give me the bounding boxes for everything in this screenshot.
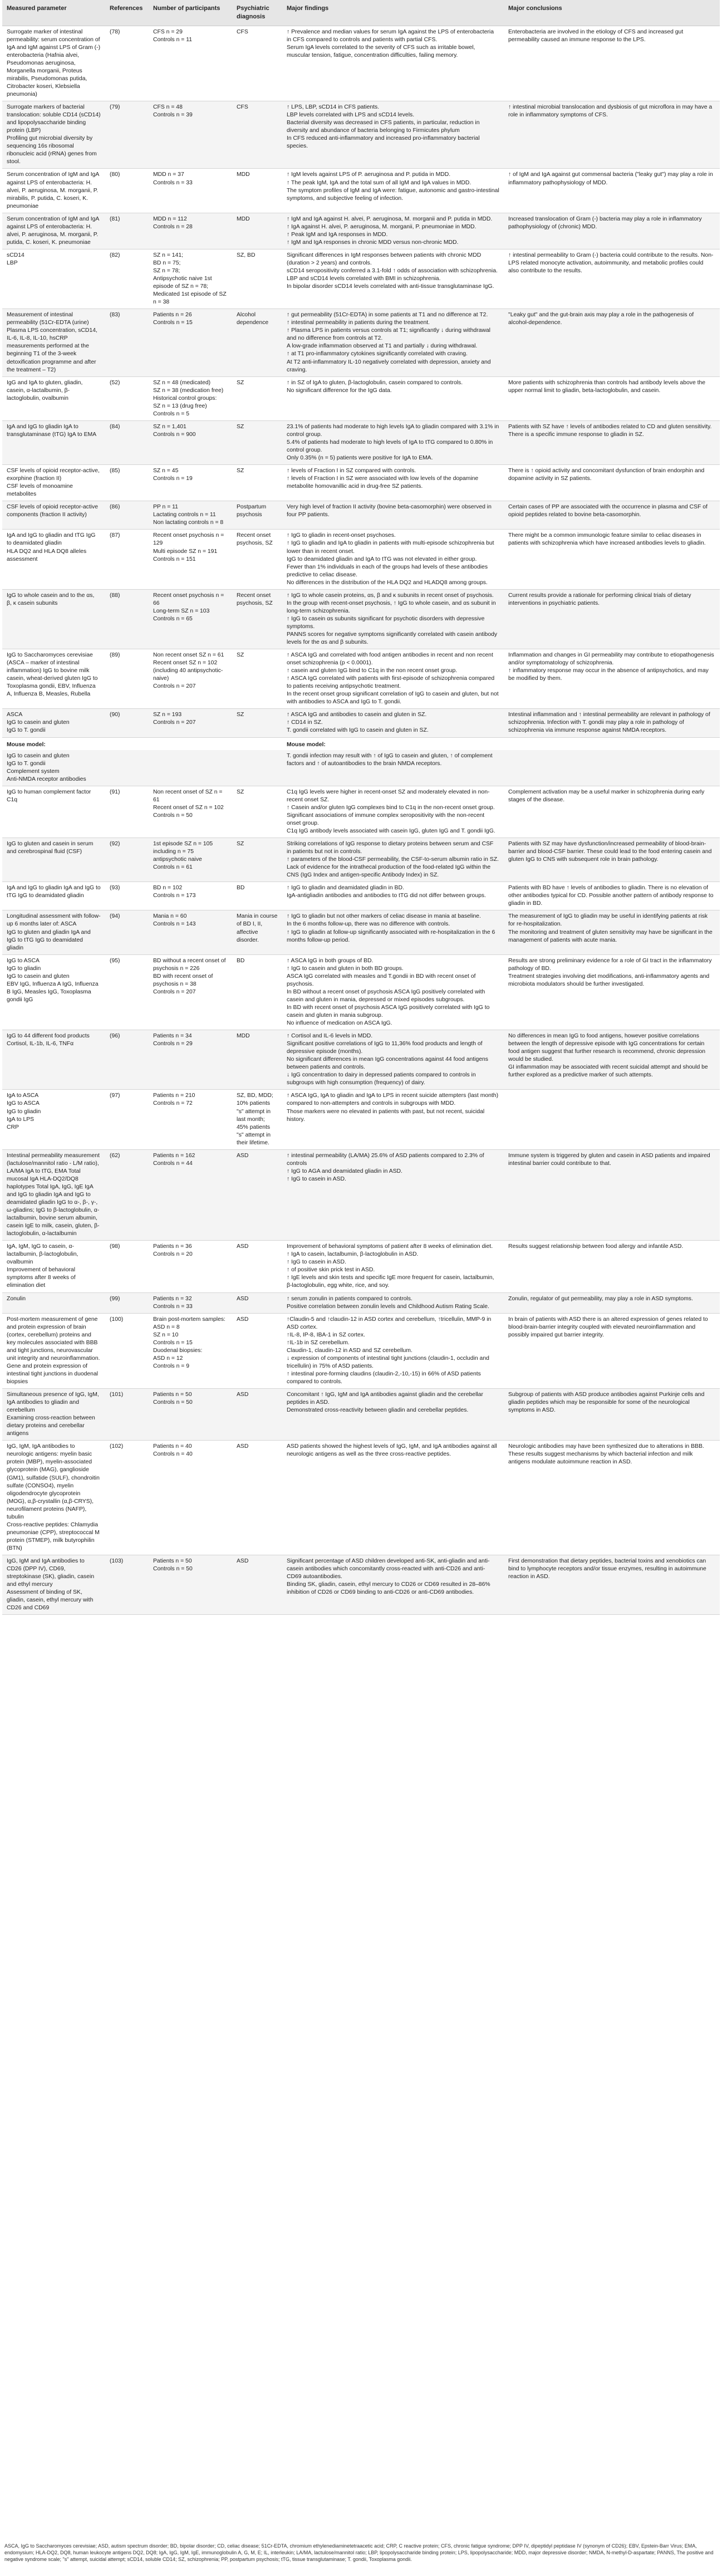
conclusions-cell: Neurologic antibodies may have been synthesized due to alterations in BBB. These results suggest mechanisms by which bacterial infection and milk antigens modulate autoimmune reaction in ASD. [504, 1441, 720, 1555]
reference-cell [105, 750, 149, 786]
participants-cell: Patients n = 32 Controls n = 33 [149, 1292, 232, 1313]
diagnosis-cell: Recent onset psychosis, SZ [232, 530, 282, 589]
measured-parameter-cell: IgG to whole casein and to the αs, β, κ casein subunits [2, 589, 105, 649]
participants-cell: Patients n = 36 Controls n = 20 [149, 1241, 232, 1292]
diagnosis-cell: MDD [232, 169, 282, 213]
header-references: References [105, 0, 149, 26]
participants-cell: 1st episode SZ n = 105 including n = 75 antipsychotic naive Controls n = 61 [149, 838, 232, 882]
reference-cell: (94) [105, 910, 149, 954]
measured-parameter-cell: Intestinal permeability measurement (lactulose/mannitol ratio - L/M ratio), LA/MA IgA to tTG, EMA Total mucosal IgA HLA-DQ2/DQ8 haplotypes Total IgA, IgG, IgE IgA and IgG to gliadin IgA and IgG to deamidated gliadin IgG to α-, β-, γ-, ω-gliadins; IgG to β-lactoglobulin, α-lactalbumin, bovine serum albumin, casein IgE to milk, casein, gluten, β-lactoglobulin, α-lactalbumin [2, 1149, 105, 1241]
participants-cell [149, 750, 232, 786]
participants-cell: SZ n = 141; BD n = 75; SZ n = 78; Antipsychotic naive 1st episode of SZ n = 78; Medicated 1st episode of SZ n = 38 [149, 249, 232, 308]
findings-cell: ↑ Prevalence and median values for serum IgA against the LPS of enterobacteria in CFS compared to controls and patients with partial CFS. Serum IgA levels correlated to the severity of CFS such as irritable bowel, muscular tension, fatigue, concentration difficulties, failing memory. [282, 26, 504, 101]
table-row [2, 309, 720, 376]
findings-cell: ↑ in SZ of IgA to gluten, β-lactoglobulin, casein compared to controls. No significant difference for the IgG data. [282, 376, 504, 420]
reference-cell: (52) [105, 376, 149, 420]
participants-cell: Patients n = 50 Controls n = 50 [149, 1555, 232, 1614]
conclusions-cell: Enterobacteria are involved in the etiology of CFS and increased gut permeability caused an immune response to the LPS. [504, 26, 720, 101]
participants-cell: MDD n = 37 Controls n = 33 [149, 169, 232, 213]
reference-cell: (89) [105, 649, 149, 709]
conclusions-cell [504, 750, 720, 786]
diagnosis-cell: SZ [232, 709, 282, 737]
findings-cell: C1q IgG levels were higher in recent-onset SZ and moderately elevated in non-recent onset SZ. ↑ Casein and/or gluten IgG complexes bind to C1q in the non-recent onset group. Significant associations of immune complex seropositivity with the non-recent onset group. C1q IgG antibody levels associated with casein IgG, gluten IgG and T. gondii IgG. [282, 786, 504, 838]
findings-cell: ↑ ASCA IgG and antibodies to casein and gluten in SZ. ↑ CD14 in SZ. T. gondii correlated with IgG to casein and gluten in SZ. [282, 709, 504, 737]
conclusions-cell: Zonulin, regulator of gut permeability, may play a role in ASD symptoms. [504, 1292, 720, 1313]
participants-cell: Patients n = 162 Controls n = 44 [149, 1149, 232, 1241]
diagnosis-cell: ASD [232, 1555, 282, 1614]
participants-cell: Recent onset psychosis n = 66 Long-term SZ n = 103 Controls n = 65 [149, 589, 232, 649]
findings-cell: T. gondii infection may result with ↑ of IgG to casein and gluten, ↑ of complement factors and ↑ of autoantibodies to the brain NMDA receptors. [282, 750, 504, 786]
conclusions-cell: ↑ intestinal microbial translocation and dysbiosis of gut microflora in may have a role in inflammatory symptoms of CFS. [504, 101, 720, 169]
participants-cell: CFS n = 48 Controls n = 39 [149, 101, 232, 169]
participants-cell: SZ n = 1,401 Controls n = 900 [149, 420, 232, 464]
table-body [2, 26, 720, 1615]
participants-cell: Non recent onset of SZ n = 61 Recent onset of SZ n = 102 Controls n = 50 [149, 786, 232, 838]
reference-cell: (88) [105, 589, 149, 649]
findings-cell: ↑ Cortisol and IL-6 levels in MDD. Significant positive correlations of IgG to 11,36% food products and length of depressive episode (months). No significant differences in mean IgG concentrations against 44 food antigens between patients and controls. ↓ IgG concentration to dairy in depressed patients compared to controls in subgroups with high consumption (frequency) of dairy. [282, 1030, 504, 1090]
reference-cell: (62) [105, 1149, 149, 1241]
diagnosis-cell: ASD [232, 1441, 282, 1555]
measured-parameter-cell: IgG and IgA to gluten, gliadin, casein, α-lactalbumin, β-lactoglobulin, ovalbumin [2, 376, 105, 420]
diagnosis-cell: ASD [232, 1292, 282, 1313]
participants-cell: SZ n = 193 Controls n = 207 [149, 709, 232, 737]
findings-cell: ↑Claudin-5 and ↑claudin-12 in ASD cortex and cerebellum, ↑tricellulin, MMP-9 in ASD cortex. ↑IL-8, IP-8, IBA-1 in SZ cortex. ↑IL-1b in SZ cerebellum. Claudin-1, claudin-12 in ASD and SZ cerebellum. ↓ expression of components of intestinal tight junctions (claudin-1, occludin and tricellulin) in 75% of ASD patients. ↑ intestinal pore-forming claudins (claudin-2,-10,-15) in 66% of ASD patients compared to controls. [282, 1313, 504, 1388]
reference-cell: (103) [105, 1555, 149, 1614]
measured-parameter-cell: IgG to Saccharomyces cerevisiae (ASCA – marker of intestinal inflammation) IgG to bovine milk casein, wheat-derived gluten IgG to Toxoplasma gondii, EBV, Influenza A, Influenza B, Measles, Rubella [2, 649, 105, 709]
table-header [2, 0, 720, 26]
conclusions-cell: ↑ intestinal permeability to Gram (-) bacteria could contribute to the results. Non-LPS related monocyte activation, autoimmunity, and metabolic profiles could also contribute to the results. [504, 249, 720, 308]
conclusions-cell: Increased translocation of Gram (-) bacteria may play a role in inflammatory pathophysiology of (chronic) MDD. [504, 213, 720, 249]
reference-cell: (100) [105, 1313, 149, 1388]
table-row [2, 420, 720, 464]
conclusions-cell: Patients with BD have ↑ levels of antibodies to gliadin. There is no elevation of other antibodies typical for CD. Possible another pattern of antibody response to gliadin in BD. [504, 882, 720, 910]
participants-cell: CFS n = 29 Controls n = 11 [149, 26, 232, 101]
diagnosis-cell: SZ [232, 465, 282, 501]
findings-cell: ↑ gut permeability (51Cr-EDTA) in some patients at T1 and no difference at T2. ↑ intestinal permeability in patients during the treatment. ↑ Plasma LPS in patients versus controls at T1; significantly ↓ during withdrawal and no difference from controls at T2. A low-grade inflammation observed at T1 and partially ↓ during withdrawal. ↑ at T1 pro-inflammatory cytokines significantly correlated with craving. At T2 anti-inflammatory IL-10 negatively correlated with depression, anxiety and craving. [282, 309, 504, 376]
findings-cell: ↑ LPS, LBP, sCD14 in CFS patients. LBP levels correlated with LPS and sCD14 levels. Bacterial diversity was decreased in CFS patients, in particular, reduction in diversity and abundance of bacteria belonging to Firmicutes phylum In CFS reduced anti-inflammatory and increased pro-inflammatory bacterial species. [282, 101, 504, 169]
findings-cell: Very high level of fraction II activity (bovine beta-casomorphin) were observed in four PP patients. [282, 501, 504, 530]
measured-parameter-cell: Measurement of intestinal permeability (51Cr-EDTA (urine) Plasma LPS concentration, sCD14, IL-6, IL-8, IL-10, hsCRP measurements performed at the beginning T1 of the 3-week detoxification programme and after the treatment – T2) [2, 309, 105, 376]
reference-cell: (82) [105, 249, 149, 308]
diagnosis-cell: CFS [232, 101, 282, 169]
table-row [2, 501, 720, 530]
reference-cell: (96) [105, 1030, 149, 1090]
participants-cell: Patients n = 34 Controls n = 29 [149, 1030, 232, 1090]
table-row [2, 910, 720, 954]
table-row [2, 249, 720, 308]
measured-parameter-cell: Mouse model: [2, 737, 105, 750]
diagnosis-cell: BD [232, 954, 282, 1030]
table-row [2, 26, 720, 101]
diagnosis-cell: MDD [232, 1030, 282, 1090]
conclusions-cell: Results suggest relationship between food allergy and infantile ASD. [504, 1241, 720, 1292]
findings-cell: Concomitant ↑ IgG, IgM and IgA antibodies against gliadin and the cerebellar peptides in ASD. Demonstrated cross-reactivity between gliadin and cerebellar peptides. [282, 1389, 504, 1441]
table-footnote: ASCA, IgG to Saccharomyces cerevisiae; ASD, autism spectrum disorder; BD, bipolar disorder; CD, celiac disease; 51Cr-EDTA, chromium ethylenediaminetetraacetic acid; CRP, C reactive protein; CFS, chronic fatigue syndrome; DPP IV, dipeptidyl peptidase IV (synonym of CD26); EBV, Epstein-Barr Virus; EMA, endomysium; HLA-DQ2, DQ8, human leukocyte antigens DQ2, DQ8; IgA, IgG, IgM, IgE, immunoglobulin A, G, M, E; IL, interleukin; LA/MA, lactulose/mannitol ratio; LBP, lipopolysaccharide binding protein; LPS, lipopolysaccharide; MDD, major depressive disorder; NMDA, N-methyl-D-aspartate; PANNS, The positive and negative syndrome scale; "s" attempt, suicidal attempt; sCD14, soluble CD14; SZ, schizophrenia; PP, postpartum psychosis; tTG, tissue transglutaminase; T. gondii, Toxoplasma gondii. [4, 2543, 714, 2563]
conclusions-cell: Current results provide a rationale for performing clinical trials of dietary interventions in psychiatric patients. [504, 589, 720, 649]
measured-parameter-cell: IgG to casein and gluten IgG to T. gondii Complement system Anti-NMDA receptor antibodies [2, 750, 105, 786]
reference-cell: (102) [105, 1441, 149, 1555]
reference-cell: (98) [105, 1241, 149, 1292]
diagnosis-cell: Mania in course of BD I, II, affective disorder. [232, 910, 282, 954]
table-row [2, 169, 720, 213]
conclusions-cell: Subgroup of patients with ASD produce antibodies against Purkinje cells and gliadin peptides which may be responsible for some of the neurological symptoms in ASD. [504, 1389, 720, 1441]
reference-cell: (87) [105, 530, 149, 589]
table-row [2, 1241, 720, 1292]
diagnosis-cell: ASD [232, 1389, 282, 1441]
diagnosis-cell: ASD [232, 1149, 282, 1241]
participants-cell [149, 737, 232, 750]
diagnosis-cell: CFS [232, 26, 282, 101]
diagnosis-cell: ASD [232, 1241, 282, 1292]
table-row [2, 838, 720, 882]
findings-cell: ↑ ASCA IgG and correlated with food antigen antibodies in recent and non recent onset schizophrenia (p < 0.0001). ↑ casein and gluten IgG bind to C1q in the non recent onset group. ↑ ASCA IgG correlated with patients with first-episode of schizophrenia compared to patients receiving antipsychotic treatment. In the recent onset group significant correlation of IgG to casein and gluten, but not with antibodies to ASCA and IgG to T. gondii. [282, 649, 504, 709]
measured-parameter-cell: IgG, IgM and IgA antibodies to CD26 (DPP IV), CD69, streptokinase (SK), gliadin, casein and ethyl mercury Assessment of binding of SK, gliadin, casein, ethyl mercury with CD26 and CD69 [2, 1555, 105, 1614]
header-row [2, 0, 720, 26]
measured-parameter-cell: Surrogate markers of bacterial translocation: soluble CD14 (sCD14) and lipopolysaccharide binding protein (LBP) Profiling gut microbial diversity by sequencing 16s ribosomal ribonucleic acid (rRNA) genes from stool. [2, 101, 105, 169]
participants-cell: Patients n = 40 Controls n = 40 [149, 1441, 232, 1555]
participants-cell: PP n = 11 Lactating controls n = 11 Non lactating controls n = 8 [149, 501, 232, 530]
conclusions-cell: ↑ of IgM and IgA against gut commensal bacteria ("leaky gut") may play a role in inflammatory pathophysiology of MDD. [504, 169, 720, 213]
conclusions-cell [504, 737, 720, 750]
conclusions-cell: First demonstration that dietary peptides, bacterial toxins and xenobiotics can bind to lymphocyte receptors and/or tissue enzymes, resulting in autoimmune reaction in ASD. [504, 1555, 720, 1614]
conclusions-cell: More patients with schizophrenia than controls had antibody levels above the upper normal limit to gliadin, beta-lactoglobulin, and casein. [504, 376, 720, 420]
findings-cell: ↑ intestinal permeability (LA/MA) 25.6% of ASD patients compared to 2.3% of controls ↑ IgG to AGA and deamidated gliadin in ASD. ↑ IgG to casein in ASD. [282, 1149, 504, 1241]
header-measured-parameter: Measured parameter [2, 0, 105, 26]
findings-cell: ↑ IgG to whole casein proteins, αs, β and κ subunits in recent onset of psychosis. In the group with recent-onset psychosis, ↑ IgG to whole casein, and αs subunit in long-term schizophrenia. ↑ IgG to casein αs subunits significant for psychotic disorders with depressive symptoms. PANNS scores for negative symptoms significantly correlated with casein antibody levels for the αs and β subunits. [282, 589, 504, 649]
table-row [2, 1555, 720, 1614]
table-row [2, 1389, 720, 1441]
reference-cell: (99) [105, 1292, 149, 1313]
reference-cell: (101) [105, 1389, 149, 1441]
table-row [2, 1149, 720, 1241]
section-row [2, 737, 720, 750]
measured-parameter-cell: Simultaneous presence of IgG, IgM, IgA antibodies to gliadin and cerebellum Examining cross-reaction between dietary proteins and cerebellar antigens [2, 1389, 105, 1441]
diagnosis-cell [232, 737, 282, 750]
diagnosis-cell: SZ [232, 786, 282, 838]
diagnosis-cell: ASD [232, 1313, 282, 1388]
participants-cell: Brain post-mortem samples: ASD n = 8 SZ n = 10 Controls n = 15 Duodenal biopsies: ASD n = 12 Controls n = 9 [149, 1313, 232, 1388]
reference-cell: (95) [105, 954, 149, 1030]
measured-parameter-cell: IgA and IgG to gliadin and tTG IgG to deamidated gliadin HLA DQ2 and HLA DQ8 alleles assessment [2, 530, 105, 589]
findings-cell: Mouse model: [282, 737, 504, 750]
table-row [2, 1441, 720, 1555]
participants-cell: Patients n = 50 Controls n = 50 [149, 1389, 232, 1441]
findings-cell: ↑ IgM levels against LPS of P. aeruginosa and P. putida in MDD. ↑ The peak IgM, IgA and the total sum of all IgM and IgA values in MDD. The symptom profiles of IgM and IgA were: fatigue, autonomic and gastro-intestinal symptoms, and subjective feeling of infection. [282, 169, 504, 213]
reference-cell: (91) [105, 786, 149, 838]
reference-cell: (93) [105, 882, 149, 910]
measured-parameter-cell: IgG to ASCA IgG to gliadin IgG to casein and gluten EBV IgG, Influenza A IgG, Influenza B IgG, Measles IgG, Toxoplasma gondii IgG [2, 954, 105, 1030]
conclusions-cell: In brain of patients with ASD there is an altered expression of genes related to blood-brain-barrier integrity coupled with elevated neuroinflammation and possibly impaired gut barrier integrity. [504, 1313, 720, 1388]
table-row [2, 530, 720, 589]
table-row [2, 1030, 720, 1090]
measured-parameter-cell: Surrogate marker of intestinal permeability: serum concentration of IgA and IgM against LPS of Gram (-) enterobacteria (Hafnia alvei, Pseudomonas aeruginosa, Morganella morganii, Proteus mirabilis, Pseudomonas putida, Citrobacter koseri, Klebsiella pneumonia) [2, 26, 105, 101]
participants-cell: BD n = 102 Controls n = 173 [149, 882, 232, 910]
diagnosis-cell: SZ [232, 376, 282, 420]
reference-cell: (90) [105, 709, 149, 737]
conclusions-cell: Immune system is triggered by gluten and casein in ASD patients and impaired intestinal barrier could contribute to that. [504, 1149, 720, 1241]
findings-cell: ↑ ASCA IgG, IgA to gliadin and IgA to LPS in recent suicide attempters (last month) compared to non-attempters and controls in subgroups with MDD. Those markers were no elevated in patients with past, but not recent, suicidal history. [282, 1090, 504, 1149]
table-row [2, 954, 720, 1030]
measured-parameter-cell: IgA to ASCA IgG to ASCA IgG to gliadin IgA to LPS CRP [2, 1090, 105, 1149]
reference-cell: (85) [105, 465, 149, 501]
measured-parameter-cell: CSF levels of opioid receptor-active, exorphine (fraction II) CSF levels of monoamine metabolites [2, 465, 105, 501]
conclusions-cell: There might be a common immunologic feature similar to celiac diseases in patients with schizophrenia which have increased antibodies levels to gliadin. [504, 530, 720, 589]
conclusions-cell [504, 1090, 720, 1149]
reference-cell: (78) [105, 26, 149, 101]
reference-cell: (97) [105, 1090, 149, 1149]
findings-table [2, 0, 720, 1615]
findings-cell: ASD patients showed the highest levels of IgG, IgM, and IgA antibodies against all neurologic antigens as well as the three cross-reactive peptides. [282, 1441, 504, 1555]
participants-cell: Patients n = 26 Controls n = 15 [149, 309, 232, 376]
measured-parameter-cell: IgG to human complement factor C1q [2, 786, 105, 838]
measured-parameter-cell: IgG, IgM, IgA antibodies to neurologic antigens: myelin basic protein (MBP), myelin-associated glycoprotein (MAG), ganglioside (GM1), sulfatide (SULF), chondroitin sulfate (CONSO4), myelin oligodendrocyte glycoprotein (MOG), α,β-crystallin (α,β-CRYS), neurofilament proteins (NAFP), tubulin Cross-reactive peptides: Chlamydia pneumoniae (CPP), streptococcal M protein (STMEP), milk butyrophilin (BTN) [2, 1441, 105, 1555]
diagnosis-cell [232, 750, 282, 786]
reference-cell: (86) [105, 501, 149, 530]
reference-cell [105, 737, 149, 750]
conclusions-cell: Certain cases of PP are associated with the occurrence in plasma and CSF of opioid peptides related to bovine beta-casomorphin. [504, 501, 720, 530]
reference-cell: (81) [105, 213, 149, 249]
findings-cell: ↑ IgG to gliadin in recent-onset psychoses. ↑ IgG to gliadin and IgA to gliadin in patients with multi-episode schizophrenia but lower than in recent onset. IgG to deamidated gliadin and IgA to tTG was not elevated in either group. Fewer than 1% individuals in each of the groups had levels of these antibodies predictive to celiac disease. No differences in the distribution of the HLA DQ2 and HLADQ8 among groups. [282, 530, 504, 589]
measured-parameter-cell: sCD14 LBP [2, 249, 105, 308]
diagnosis-cell: SZ [232, 838, 282, 882]
conclusions-cell: "Leaky gut" and the gut-brain axis may play a role in the pathogenesis of alcohol-dependence. [504, 309, 720, 376]
table-row [2, 101, 720, 169]
measured-parameter-cell: IgG to 44 different food products Cortisol, IL-1b, IL-6, TNFα [2, 1030, 105, 1090]
conclusions-cell: There is ↑ opioid activity and concomitant dysfunction of brain endorphin and dopamine activity in SZ patients. [504, 465, 720, 501]
measured-parameter-cell: Serum concentration of IgM and IgA against LPS of enterobacteria: H. alvei, P. aeruginosa, M. morganii, P. mirabilis, P. putida, C. koseri, K. pneumoniae [2, 169, 105, 213]
table-row [2, 465, 720, 501]
conclusions-cell: Patients with SZ may have dysfunction/increased permeability of blood-brain-barrier and blood-CSF barrier. These could lead to the food entering casein and gluten IgG to CNS with subsequent role in brain pathology. [504, 838, 720, 882]
measured-parameter-cell: Zonulin [2, 1292, 105, 1313]
measured-parameter-cell: Serum concentration of IgM and IgA against LPS of enterobacteria: H. alvei, P. aeruginosa, M. morganii, P. putida, C. koseri, K. pneumoniae [2, 213, 105, 249]
table-row [2, 1090, 720, 1149]
participants-cell: Non recent onset SZ n = 61 Recent onset SZ n = 102 (including 40 antipsychotic-naive) Controls n = 207 [149, 649, 232, 709]
diagnosis-cell: MDD [232, 213, 282, 249]
table-row [2, 589, 720, 649]
findings-cell: Significant percentage of ASD children developed anti-SK, anti-gliadin and anti-casein antibodies which concomitantly cross-reacted with anti-CD26 and anti-CD69 autoantibodies. Binding SK, gliadin, casein, ethyl mercury to CD26 or CD69 resulted in 28–86% inhibition of CD26 or CD69 binding to anti-CD26 or anti-CD69 antibodies. [282, 1555, 504, 1614]
reference-cell: (84) [105, 420, 149, 464]
table-row [2, 709, 720, 737]
findings-cell: Significant differences in IgM responses between patients with chronic MDD (duration > 2 years) and controls. sCD14 seropositivity conferred a 3.1-fold ↑ odds of association with schizophrenia. LBP and sCD14 levels correlated with BMI in schizophrenia. In bipolar disorder sCD14 levels correlated with anti-tissue transglutaminase IgG. [282, 249, 504, 308]
findings-cell: Striking correlations of IgG response to dietary proteins between serum and CSF in patients but not in controls. ↑ parameters of the blood-CSF permeability, the CSF-to-serum albumin ratio in SZ. Lack of evidence for the intrathecal production of the food-related IgG within the CNS (IgG Index and antigen-specific Antibody Index) in SZ. [282, 838, 504, 882]
reference-cell: (92) [105, 838, 149, 882]
participants-cell: Patients n = 210 Controls n = 72 [149, 1090, 232, 1149]
diagnosis-cell: SZ [232, 649, 282, 709]
participants-cell: BD without a recent onset of psychosis n = 226 BD with recent onset of psychosis n = 38 Controls n = 207 [149, 954, 232, 1030]
findings-cell: ↑ IgG to gliadin and deamidated gliadin in BD. IgA-antigliadin antibodies and antibodies to tTG did not differ between groups. [282, 882, 504, 910]
conclusions-cell: The measurement of IgG to gliadin may be useful in identifying patients at risk for re-hospitalization. The monitoring and treatment of gluten sensitivity may have be significant in the management of patients with acute mania. [504, 910, 720, 954]
participants-cell: SZ n = 45 Controls n = 19 [149, 465, 232, 501]
reference-cell: (79) [105, 101, 149, 169]
measured-parameter-cell: Longitudinal assessment with follow-up 6 months later of: ASCA IgG to gluten and gliadin IgA and IgG to tTG IgG to deamidated gliadin [2, 910, 105, 954]
header-psychiatric-diagnosis: Psychiatric diagnosis [232, 0, 282, 26]
diagnosis-cell: Recent onset psychosis, SZ [232, 589, 282, 649]
conclusions-cell: Intestinal inflammation and ↑ intestinal permeability are relevant in pathology of schizophrenia. Infection with T. gondii may play a role in pathology of schizophrenia via immune response against NMDA receptors. [504, 709, 720, 737]
conclusions-cell: Inflammation and changes in GI permeability may contribute to etiopathogenesis and/or symptomatology of schizophrenia. ↑ inflammatory response may occur in the absence of antipsychotics, and may be modified by them. [504, 649, 720, 709]
measured-parameter-cell: ASCA IgG to casein and gluten IgG to T. gondii [2, 709, 105, 737]
table-row [2, 213, 720, 249]
diagnosis-cell: SZ [232, 420, 282, 464]
conclusions-cell: Complement activation may be a useful marker in schizophrenia during early stages of the disease. [504, 786, 720, 838]
participants-cell: MDD n = 112 Controls n = 28 [149, 213, 232, 249]
diagnosis-cell: BD [232, 882, 282, 910]
reference-cell: (83) [105, 309, 149, 376]
table-row [2, 1313, 720, 1388]
measured-parameter-cell: IgA, IgM, IgG to casein, α-lactalbumin, β-lactoglobulin, ovalbumin Improvement of behavioral symptoms after 8 weeks of elimination diet [2, 1241, 105, 1292]
findings-cell: ↑ ASCA IgG in both groups of BD. ↑ IgG to casein and gluten in both BD groups. ASCA IgG correlated with measles and T.gondii in BD with recent onset of psychosis. In BD without a recent onset of psychosis ASCA IgG positively correlated with casein and gluten in mania, depressed or mixed episodes subgroups. In BD with recent onset of psychosis ASCA IgG positively correlated with IgG to casein and gluten in mania subgroup. No influence of medication on ASCA IgG. [282, 954, 504, 1030]
conclusions-cell: No differences in mean IgG to food antigens, however positive correlations between the length of depressive episode with IgG concentrations for certain food antigen suggest that further research is recommend, chronic depression would be studied. GI inflammation may be associated with recent suicidal attempt and should be further explored as a predictive marker of such attempts. [504, 1030, 720, 1090]
table-row [2, 882, 720, 910]
table-row [2, 786, 720, 838]
measured-parameter-cell: IgA and IgG to gliadin IgA and IgG to tTG IgG to deamidated gliadin [2, 882, 105, 910]
participants-cell: Mania n = 60 Controls n = 143 [149, 910, 232, 954]
header-number-of-participants: Number of participants [149, 0, 232, 26]
header-major-conclusions: Major conclusions [504, 0, 720, 26]
diagnosis-cell: SZ, BD, MDD; 10% patients "s" attempt in last month; 45% patients "s" attempt in their lifetime. [232, 1090, 282, 1149]
reference-cell: (80) [105, 169, 149, 213]
table-row [2, 750, 720, 786]
table-row [2, 649, 720, 709]
table-row [2, 1292, 720, 1313]
findings-cell: ↑ IgM and IgA against H. alvei, P. aeruginosa, M. morganii and P. putida in MDD. ↑ IgA against H. alvei, P. aeruginosa, M. morganii, P. pneumoniae in MDD. ↑ Peak IgM and IgA responses in MDD. ↑ IgM and IgA responses in chronic MDD versus non-chronic MDD. [282, 213, 504, 249]
findings-table-container [2, 0, 720, 2576]
diagnosis-cell: Postpartum psychosis [232, 501, 282, 530]
header-major-findings: Major findings [282, 0, 504, 26]
measured-parameter-cell: IgG to gluten and casein in serum and cerebrospinal fluid (CSF) [2, 838, 105, 882]
conclusions-cell: Results are strong preliminary evidence for a role of GI tract in the inflammatory pathology of BD. Treatment strategies involving diet modifications, anti-inflammatory agents and microbiota modulators should be further investigated. [504, 954, 720, 1030]
measured-parameter-cell: CSF levels of opioid receptor-active components (fraction II activity) [2, 501, 105, 530]
findings-cell: ↑ levels of Fraction I in SZ compared with controls. ↑ levels of Fraction I in SZ were associated with low levels of the dopamine metabolite homovanillic acid in drug-free SZ patients. [282, 465, 504, 501]
participants-cell: SZ n = 48 (medicated) SZ n = 38 (medication free) Historical control groups: SZ n = 13 (drug free) Controls n = 5 [149, 376, 232, 420]
findings-cell: ↑ serum zonulin in patients compared to controls. Positive correlation between zonulin levels and Childhood Autism Rating Scale. [282, 1292, 504, 1313]
table-row [2, 376, 720, 420]
findings-cell: ↑ IgG to gliadin but not other markers of celiac disease in mania at baseline. In the 6 months follow-up, there was no difference with controls. ↑ IgG to gliadin at follow-up significantly associated with re-hospitalization in the 6 months follow-up period. [282, 910, 504, 954]
findings-cell: Improvement of behavioral symptoms of patient after 8 weeks of elimination diet. ↑ IgA to casein, lactalbumin, β-lactoglobulin in ASD. ↑ IgG to casein in ASD. ↑ of positive skin prick test in ASD. ↑ IgE levels and skin tests and specific IgE more frequent for casein, lactalbumin, β-lactoglobulin, egg white, rice, and soy. [282, 1241, 504, 1292]
findings-cell: 23.1% of patients had moderate to high levels IgA to gliadin compared with 3.1% in control group. 5.4% of patients had moderate to high levels of IgA to tTG compared to 0.80% in control group. Only 0.35% (n = 5) patients were positive for IgA to EMA. [282, 420, 504, 464]
measured-parameter-cell: IgA and IgG to gliadin IgA to transglutaminase (tTG) IgA to EMA [2, 420, 105, 464]
measured-parameter-cell: Post-mortem measurement of gene and protein expression of brain (cortex, cerebellum) proteins and key molecules associated with BBB and tight junctions, neurovascular unit integrity and neuroinflammation. Gene and protein expression of intestinal tight junctions in duodenal biopsies [2, 1313, 105, 1388]
diagnosis-cell: Alcohol dependence [232, 309, 282, 376]
diagnosis-cell: SZ, BD [232, 249, 282, 308]
participants-cell: Recent onset psychosis n = 129 Multi episode SZ n = 191 Controls n = 151 [149, 530, 232, 589]
conclusions-cell: Patients with SZ have ↑ levels of antibodies related to CD and gluten sensitivity. There is a specific immune response to gliadin in SZ. [504, 420, 720, 464]
